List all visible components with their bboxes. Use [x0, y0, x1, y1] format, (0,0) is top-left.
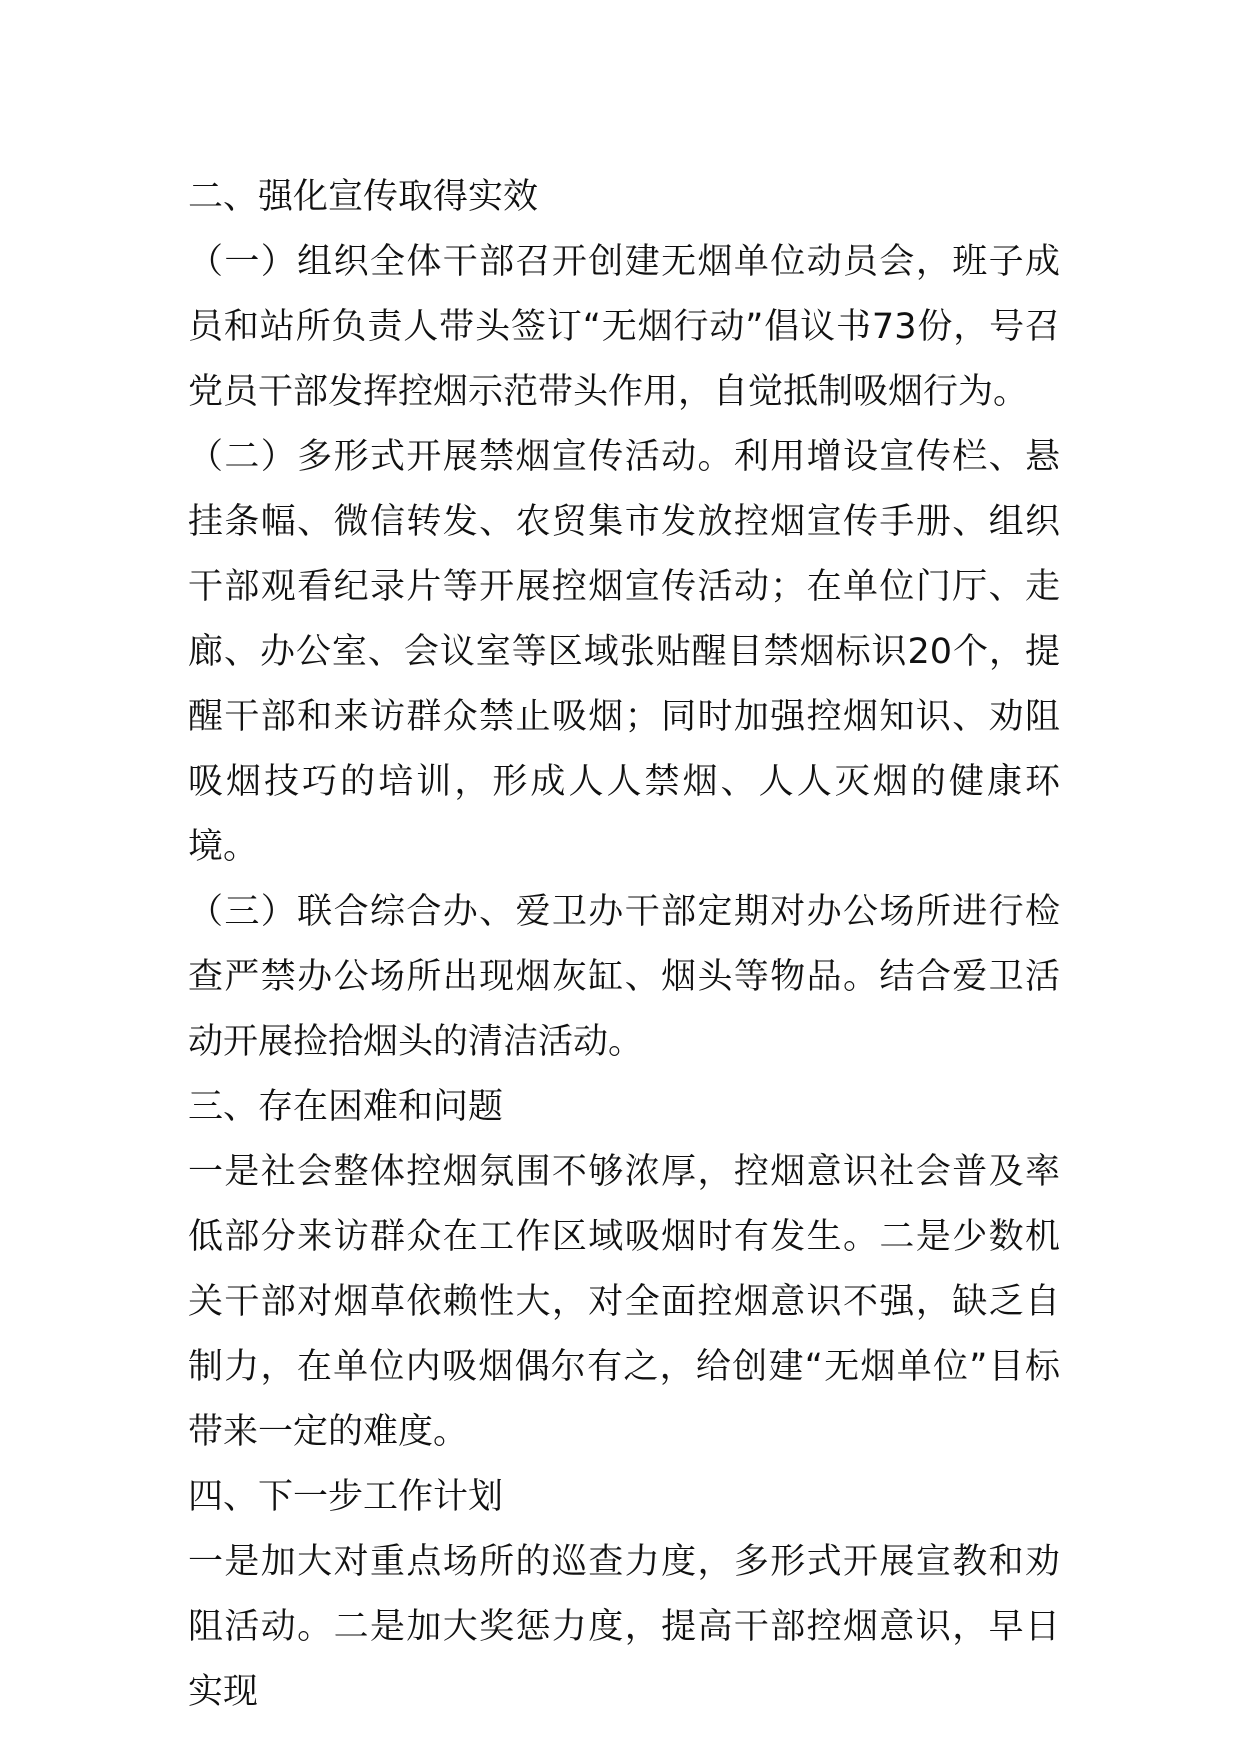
document-body — [188, 165, 1060, 1725]
paragraph-next-steps: 一是加大对重点场所的巡查力度，多形式开展宣教和劝阻活动。二是加大奖惩力度，提高干部控烟意识，早日实现 — [188, 1542, 1060, 1712]
paragraph-item-1: （一）组织全体干部召开创建无烟单位动员会，班子成员和站所负责人带头签订“无烟行动”倡议书73份，号召党员干部发挥控烟示范带头作用，自觉抵制吸烟行为。 — [188, 242, 1060, 412]
section-heading-3: 三、存在困难和问题 — [188, 1087, 504, 1127]
paragraph-item-3: （三）联合综合办、爱卫办干部定期对办公场所进行检查严禁办公场所出现烟灰缸、烟头等物品。结合爱卫活动开展捡拾烟头的清洁活动。 — [188, 892, 1060, 1062]
section-heading-2: 二、强化宣传取得实效 — [188, 177, 539, 217]
paragraph-problems: 一是社会整体控烟氛围不够浓厚，控烟意识社会普及率低部分来访群众在工作区域吸烟时有发生。二是少数机关干部对烟草依赖性大，对全面控烟意识不强，缺乏自制力，在单位内吸烟偶尔有之，给创建“无烟单位”目标带来一定的难度。 — [188, 1152, 1060, 1452]
section-heading-4: 四、下一步工作计划 — [188, 1477, 504, 1517]
paragraph-item-2: （二）多形式开展禁烟宣传活动。利用增设宣传栏、悬挂条幅、微信转发、农贸集市发放控烟宣传手册、组织干部观看纪录片等开展控烟宣传活动；在单位门厅、走廊、办公室、会议室等区域张贴醒目禁烟标识20个，提醒干部和来访群众禁止吸烟；同时加强控烟知识、劝阻吸烟技巧的培训，形成人人禁烟、人人灭烟的健康环境。 — [188, 437, 1060, 867]
